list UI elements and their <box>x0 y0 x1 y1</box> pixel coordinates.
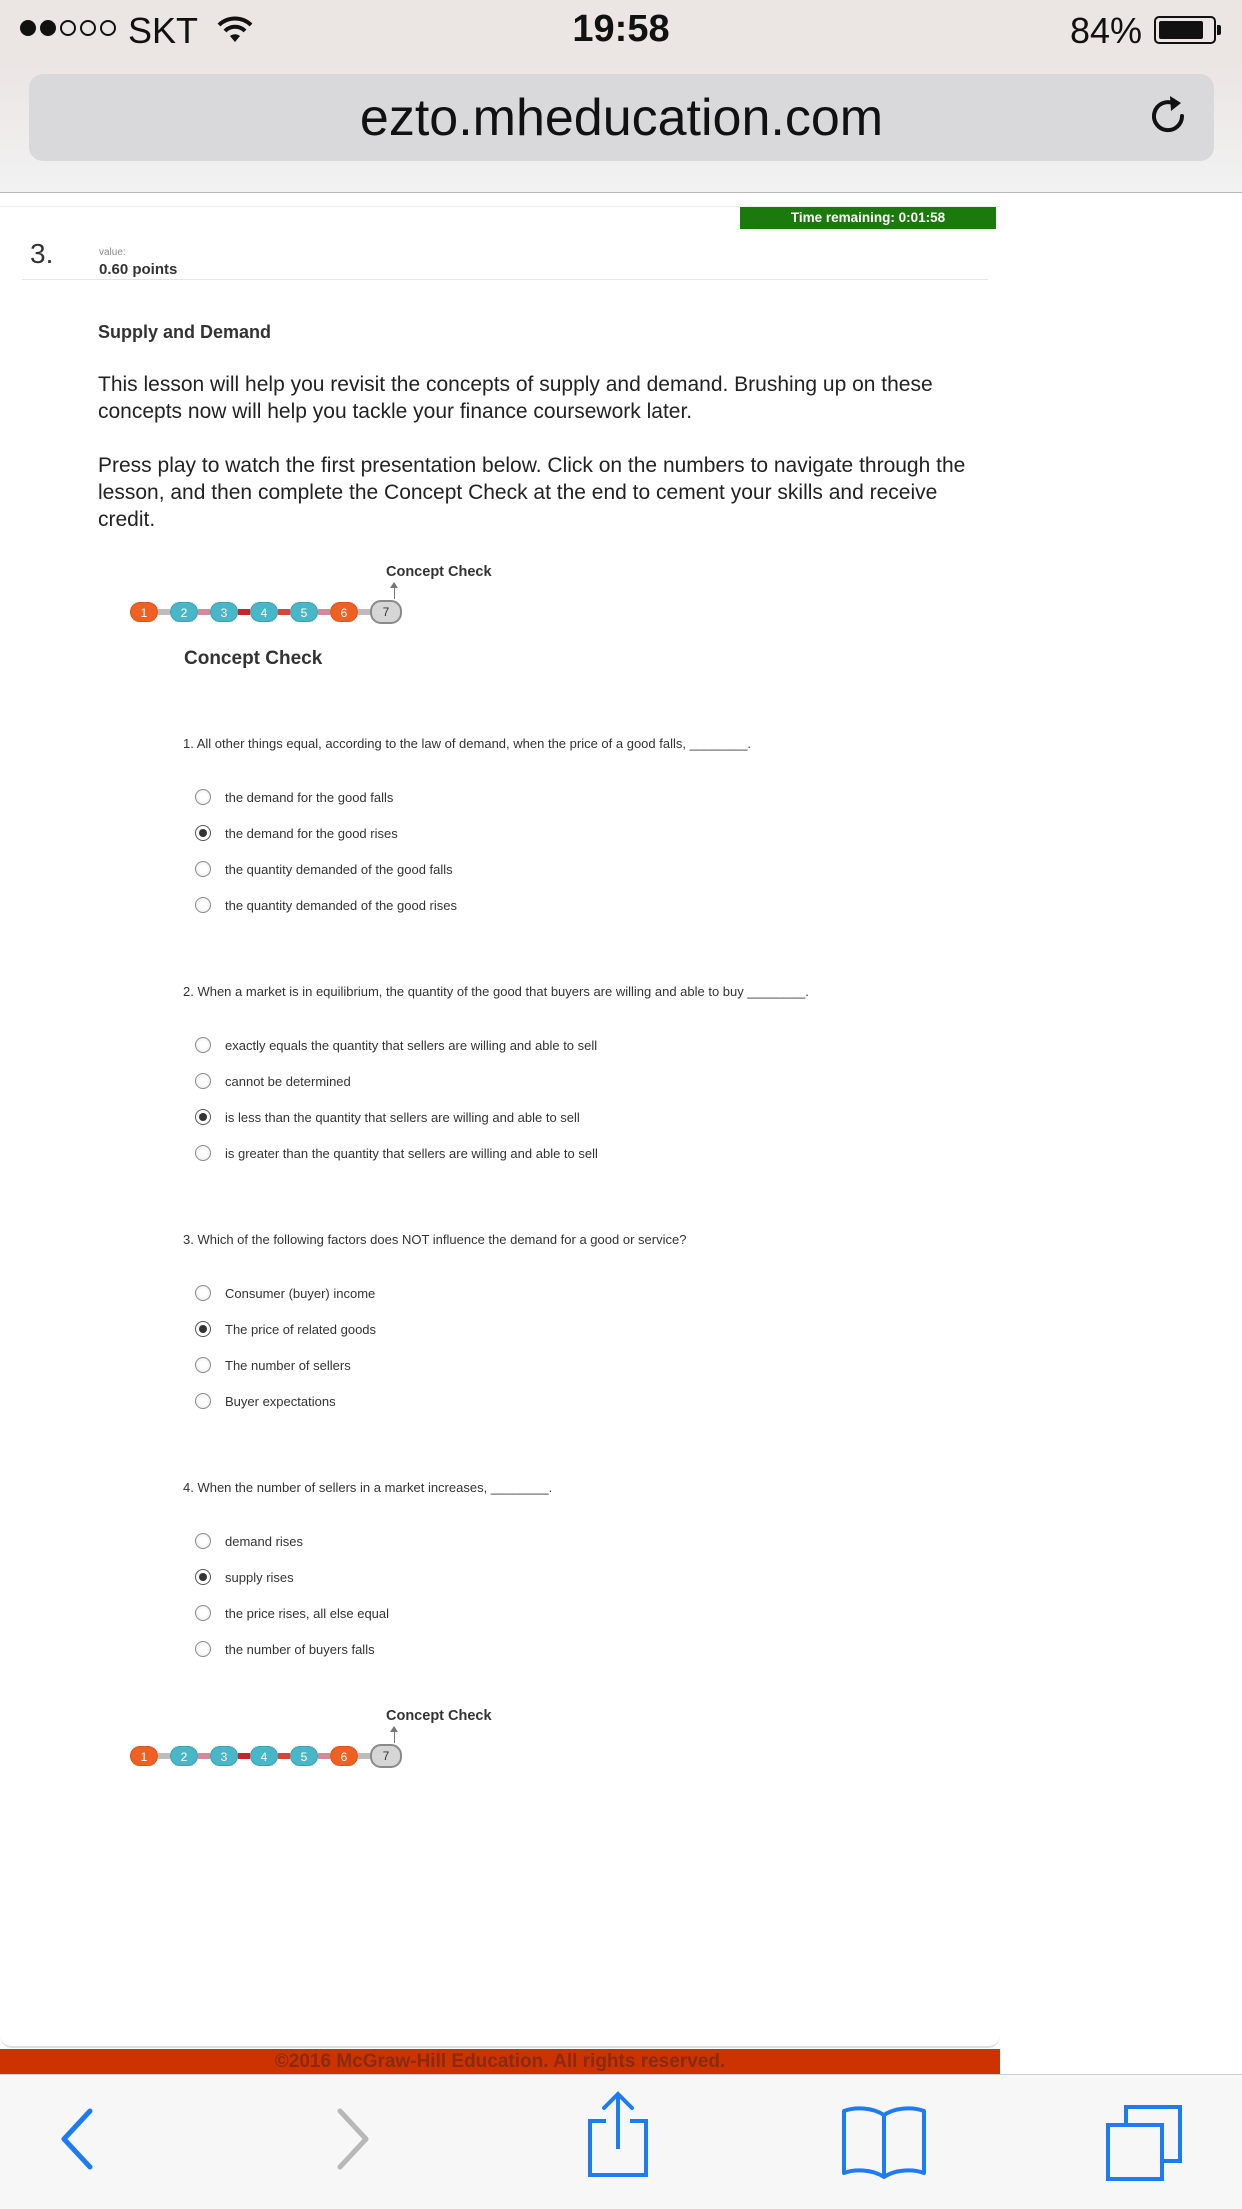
bookmarks-icon[interactable] <box>840 2105 928 2184</box>
q1-option-2[interactable] <box>195 822 895 844</box>
radio-button[interactable] <box>195 1393 211 1409</box>
reload-icon[interactable] <box>1144 92 1192 145</box>
q3-option-2[interactable] <box>195 1318 895 1340</box>
radio-button[interactable] <box>195 789 211 805</box>
option-label[interactable]: is greater than the quantity that sellers are willing and able to sell <box>225 1145 598 1161</box>
option-label[interactable]: demand rises <box>225 1533 304 1549</box>
up-arrow-icon <box>394 583 395 599</box>
q3-option-4[interactable] <box>195 1390 895 1412</box>
question-2-text: 2. When a market is in equilibrium, the quantity of the good that buyers are willing and able to buy ________. <box>183 984 809 999</box>
nav-node-4[interactable]: 4 <box>250 1746 278 1766</box>
q1-option-1[interactable] <box>195 786 895 808</box>
tabs-icon[interactable] <box>1104 2103 1184 2188</box>
nav-node-5[interactable]: 5 <box>290 1746 318 1766</box>
radio-button[interactable] <box>195 1357 211 1373</box>
lesson-navigator-bottom <box>130 1708 492 1768</box>
option-label[interactable]: Consumer (buyer) income <box>225 1285 376 1301</box>
radio-button-selected[interactable] <box>195 1569 211 1585</box>
q2-option-2[interactable] <box>195 1070 895 1092</box>
option-label[interactable]: Buyer expectations <box>225 1393 336 1409</box>
option-label[interactable]: The number of sellers <box>225 1357 351 1373</box>
section-title: Supply and Demand <box>98 322 272 342</box>
header-divider <box>22 279 988 280</box>
nav-node-3[interactable]: 3 <box>210 1746 238 1766</box>
back-arrow-icon[interactable] <box>56 2099 96 2184</box>
radio-button[interactable] <box>195 1605 211 1621</box>
q3-option-1[interactable] <box>195 1282 895 1304</box>
option-label[interactable]: the number of buyers falls <box>225 1641 375 1657</box>
battery-icon <box>1154 16 1216 44</box>
share-icon[interactable] <box>584 2091 652 2184</box>
nav-node-6[interactable]: 6 <box>330 1746 358 1766</box>
nav-connector <box>318 609 330 615</box>
nav-connector <box>278 609 290 615</box>
concept-check-title: Concept Check <box>184 648 323 669</box>
nav-track <box>130 600 402 624</box>
nav-connector <box>158 1753 170 1759</box>
question-4-text: 4. When the number of sellers in a market increases, ________. <box>183 1480 553 1495</box>
nav-caption: Concept Check <box>386 1708 492 1724</box>
clock: 19:58 <box>572 8 670 50</box>
question-1-text: 1. All other things equal, according to the law of demand, when the price of a good falls, ________. <box>183 736 752 751</box>
nav-connector <box>198 609 210 615</box>
nav-connector <box>358 1753 370 1759</box>
option-label[interactable]: exactly equals the quantity that sellers are willing and able to sell <box>225 1037 598 1053</box>
browser-toolbar <box>0 2074 1242 2209</box>
radio-button[interactable] <box>195 861 211 877</box>
q1-option-4[interactable] <box>195 894 895 916</box>
nav-node-3[interactable]: 3 <box>210 602 238 622</box>
q4-option-4[interactable] <box>195 1638 895 1660</box>
option-label[interactable]: the price rises, all else equal <box>225 1605 390 1621</box>
q4-option-3[interactable] <box>195 1602 895 1624</box>
option-label[interactable]: is less than the quantity that sellers are willing and able to sell <box>225 1109 580 1125</box>
nav-track <box>130 1744 402 1768</box>
url-text[interactable]: ezto.mheducation.com <box>359 89 884 147</box>
value-label: value: <box>99 247 126 258</box>
radio-button-selected[interactable] <box>195 825 211 841</box>
time-remaining-badge: Time remaining: 0:01:58 <box>740 207 996 229</box>
radio-button[interactable] <box>195 897 211 913</box>
address-bar[interactable] <box>29 74 1214 161</box>
q3-option-3[interactable] <box>195 1354 895 1376</box>
nav-node-1[interactable]: 1 <box>130 602 158 622</box>
option-label[interactable]: the demand for the good falls <box>225 789 394 805</box>
nav-node-2[interactable]: 2 <box>170 1746 198 1766</box>
q1-option-3[interactable] <box>195 858 895 880</box>
q2-option-1[interactable] <box>195 1034 895 1056</box>
nav-node-7[interactable]: 7 <box>370 1744 402 1768</box>
radio-button-selected[interactable] <box>195 1321 211 1337</box>
nav-connector <box>278 1753 290 1759</box>
nav-connector <box>318 1753 330 1759</box>
radio-button[interactable] <box>195 1641 211 1657</box>
question-number: 3. <box>30 238 54 269</box>
nav-connector <box>198 1753 210 1759</box>
status-bar <box>0 0 1242 62</box>
battery-percentage: 84% <box>1069 10 1142 51</box>
nav-node-4[interactable]: 4 <box>250 602 278 622</box>
nav-node-6[interactable]: 6 <box>330 602 358 622</box>
lesson-navigator-top <box>130 564 492 624</box>
radio-button[interactable] <box>195 1285 211 1301</box>
nav-connector <box>158 609 170 615</box>
copyright-footer: ©2016 McGraw-Hill Education. All rights reserved. <box>0 2049 1000 2075</box>
intro-paragraph-2: Press play to watch the first presentation below. Click on the numbers to navigate through the lesson, and then complete the Concept Check at the end to cement your skills and receive credit. <box>98 454 966 531</box>
radio-button[interactable] <box>195 1073 211 1089</box>
option-label[interactable]: the quantity demanded of the good rises <box>225 897 457 913</box>
nav-caption: Concept Check <box>386 564 492 580</box>
nav-connector <box>238 609 250 615</box>
q4-option-2[interactable] <box>195 1566 895 1588</box>
option-label[interactable]: the quantity demanded of the good falls <box>225 861 453 877</box>
option-label[interactable]: cannot be determined <box>225 1073 351 1089</box>
option-label[interactable]: supply rises <box>225 1569 294 1585</box>
nav-connector <box>238 1753 250 1759</box>
carrier-name: SKT <box>128 10 199 51</box>
q4-option-1[interactable] <box>195 1530 895 1552</box>
radio-button[interactable] <box>195 1037 211 1053</box>
q2-option-4[interactable] <box>195 1142 895 1164</box>
question-3-text: 3. Which of the following factors does NOT influence the demand for a good or service? <box>183 1232 687 1247</box>
up-arrow-icon <box>394 1727 395 1743</box>
nav-connector <box>358 609 370 615</box>
browser-chrome <box>0 62 1242 193</box>
option-label[interactable]: the demand for the good rises <box>225 825 398 841</box>
option-label[interactable]: The price of related goods <box>225 1321 377 1337</box>
quiz-page <box>0 200 1000 2048</box>
nav-node-7[interactable]: 7 <box>370 600 402 624</box>
radio-button-selected[interactable] <box>195 1109 211 1125</box>
intro-paragraph-1: This lesson will help you revisit the concepts of supply and demand. Brushing up on these concepts now will help you tackle your finance coursework later. <box>98 373 933 423</box>
forward-arrow-icon[interactable] <box>334 2099 374 2184</box>
q2-option-3[interactable] <box>195 1106 895 1128</box>
nav-node-5[interactable]: 5 <box>290 602 318 622</box>
points-value: 0.60 points <box>99 261 178 278</box>
radio-button[interactable] <box>195 1533 211 1549</box>
nav-node-2[interactable]: 2 <box>170 602 198 622</box>
nav-node-1[interactable]: 1 <box>130 1746 158 1766</box>
radio-button[interactable] <box>195 1145 211 1161</box>
